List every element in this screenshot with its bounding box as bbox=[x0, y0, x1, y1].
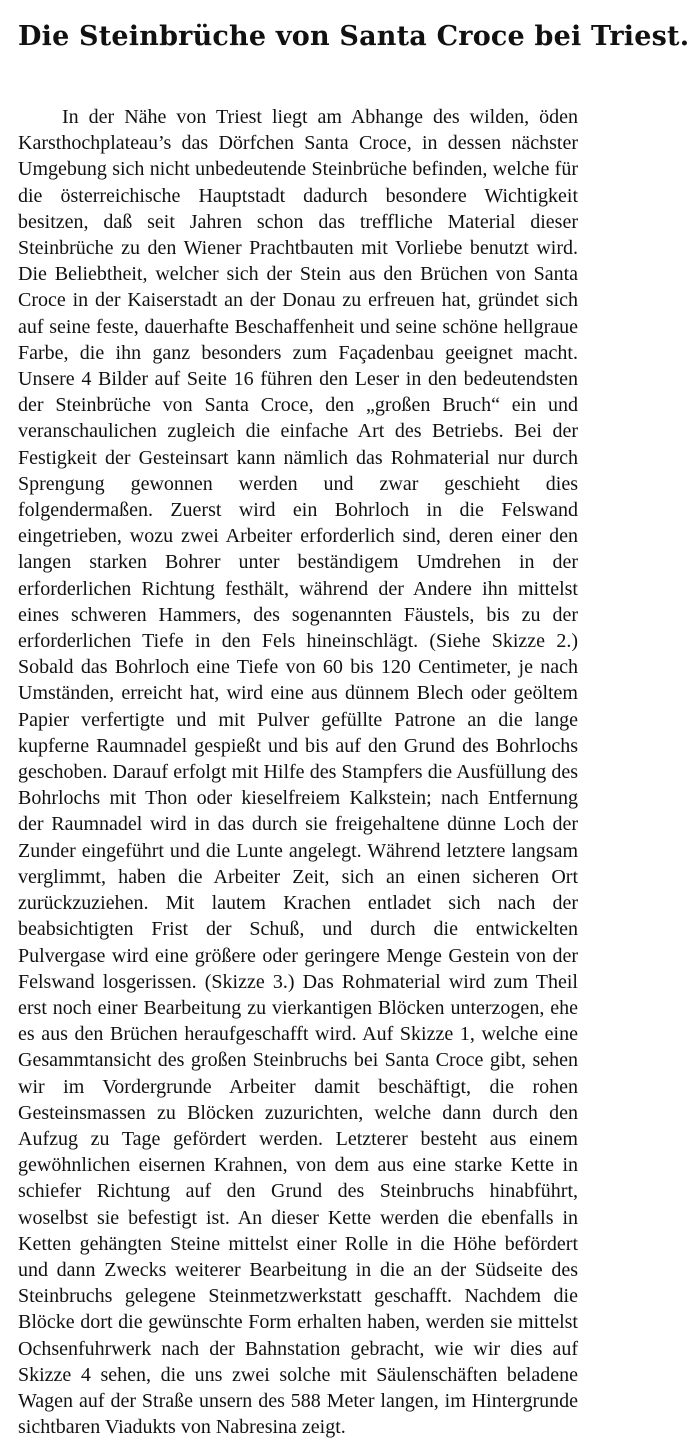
article-body: In der Nähe von Triest liegt am Abhange des wilden, öden Karsthochplateau’s das Dörfchen Santa Croce, in dessen nächster Umgebung sich nicht unbedeutende Steinbrüche befinden, welche für die österreichische Hauptstadt dadurch besondere Wichtigkeit besitzen, daß seit Jahren schon das treffliche Material dieser Steinbrüche zu den Wiener Prachtbauten mit Vorliebe benutzt wird. Die Beliebtheit, welcher sich der Stein aus den Brüchen von Santa Croce in der Kaiserstadt an der Donau zu erfreuen hat, gründet sich auf seine feste, dauerhafte Beschaffenheit und seine schöne hellgraue Farbe, die ihn ganz besonders zum Façadenbau geeignet macht. Unsere 4 Bilder auf Seite 16 führen den Leser in den bedeutendsten der Steinbrüche von Santa Croce, den „großen Bruch“ ein und veranschaulichen zugleich die einfache Art des Betriebs. Bei der Festigkeit der Gesteinsart kann nämlich das Rohmaterial nur durch Sprengung gewonnen werden und zwar geschieht dies folgendermaßen. Zuerst wird ein Bohrloch in die Felswand eingetrieben, wozu zwei Arbeiter erforderlich sind, deren einer den langen starken Bohrer unter beständigem Umdrehen in der erforderlichen Richtung festhält, während der Andere ihn mittelst eines schweren Hammers, des sogenannten Fäustels, bis zu der erforderlichen Tiefe in den Fels hineinschlägt. (Siehe Skizze 2.) Sobald das Bohrloch eine Tiefe von 60 bis 120 Centimeter, je nach Umständen, erreicht hat, wird eine aus dünnem Blech oder geöltem Papier verfertigte und mit Pulver gefüllte Patrone an die lange kupferne Raumnadel gespießt und bis auf den Grund des Bohrlochs geschoben. Darauf erfolgt mit Hilfe des Stampfers die Ausfüllung des Bohrlochs mit Thon oder kieselfreiem Kalkstein; nach Entfernung der Raumnadel wird in das durch sie freigehaltene dünne Loch der Zunder eingeführt und die Lunte angelegt. Während letztere langsam verglimmt, haben die Arbeiter Zeit, sich an einen sicheren Ort zurückzuziehen. Mit lautem Krachen entladet sich nach der beabsichtigten Frist der Schuß, und durch die entwickelten Pulvergase wird eine größere oder geringere Menge Gestein von der Felswand losgerissen. (Skizze 3.) Das Rohmaterial wird zum Theil erst noch einer Bearbeitung zu vierkantigen Blöcken unterzogen, ehe es aus den Brüchen heraufgeschafft wird. Auf Skizze 1, welche eine Gesammtansicht des großen Steinbruchs bei Santa Croce gibt, sehen wir im Vordergrunde Arbeiter damit beschäftigt, die rohen Gesteinsmassen zu Blöcken zuzurichten, welche dann durch den Aufzug zu Tage gefördert werden. Letzterer besteht aus einem gewöhnlichen eisernen Krahnen, von dem aus eine starke Kette in schiefer Richtung auf den Grund des Steinbruchs hinabführt, woselbst sie befestigt ist. An dieser Kette werden die ebenfalls in Ketten gehängten Steine mittelst einer Rolle in die Höhe befördert und dann Zwecks weiterer Bearbeitung in die an der Südseite des Steinbruchs gelegene Steinmetzwerkstatt geschafft. Nachdem die Blöcke dort die gewünschte Form erhalten haben, werden sie mittelst Ochsenfuhrwerk nach der Bahnstation gebracht, wie wir dies auf Skizze 4 sehen, die uns zwei solche mit Säulenschäften beladene Wagen auf der Straße unsern des 588 Meter langen, im Hintergrunde sichtbaren Viadukts von Nabresina zeigt. bbox=[18, 106, 578, 1439]
article-title: Die Steinbrüche von Santa Croce bei Triest. bbox=[18, 21, 689, 52]
